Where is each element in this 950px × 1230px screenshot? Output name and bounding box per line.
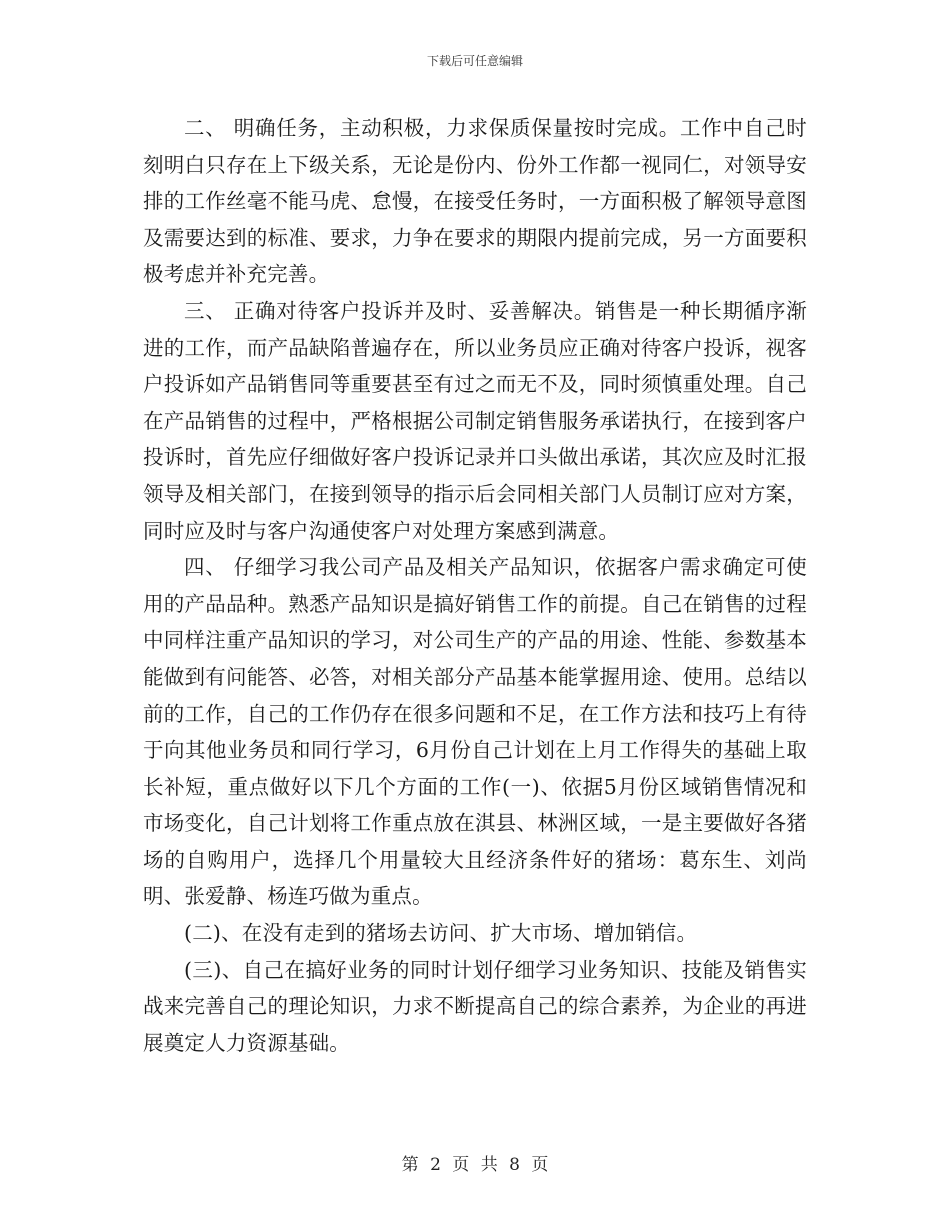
paragraph-product-knowledge: 四、 仔细学习我公司产品及相关产品知识，依据客户需求确定可使用的产品品种。熟悉产品知识是搞好销售工作的前提。自己在销售的过程中同样注重产品知识的学习，对公司生产的产品的用途、性能、参数基本能做到有问能答、必答，对相关部分产品基本能掌握用途、使用。总结以前的工作，自己的工作仍存在很多问题和不足，在工作方法和技巧上有待于向其他业务员和同行学习，6月份自己计划在上月工作得失的基础上取长补短，重点做好以下几个方面的工作(一)、依据5月份区域销售情况和市场变化，自己计划将工作重点放在淇县、林洲区域，一是主要做好各猪场的自购用户，选择几个用量较大且经济条件好的猪场：葛东生、刘尚明、张爱静、杨连巧做为重点。 — [143, 555, 807, 909]
paragraph-self-improvement: (三)、自己在搞好业务的同时计划仔细学习业务知识、技能及销售实战来完善自己的理论知识，力求不断提高自己的综合素养，为企业的再进展奠定人力资源基础。 — [143, 957, 807, 1055]
paragraph-market-expansion: (二)、在没有走到的猪场去访问、扩大市场、增加销信。 — [184, 921, 698, 946]
page-footer: 第 2 页 共 8 页 — [401, 1155, 549, 1175]
paragraph-task-completion: 二、 明确任务，主动积极，力求保质保量按时完成。工作中自己时刻明白只存在上下级关系，无论是份内、份外工作都一视同仁，对领导安排的工作丝毫不能马虎、怠慢，在接受任务时，一方面积极了解领导意图及需要达到的标准、要求，力争在要求的期限内提前完成，另一方面要积极考虑并补充完善。 — [143, 116, 807, 287]
paragraph-customer-complaints: 三、 正确对待客户投诉并及时、妥善解决。销售是一种长期循序渐进的工作，而产品缺陷普遍存在，所以业务员应正确对待客户投诉，视客户投诉如产品销售同等重要甚至有过之而无不及，同时须慎重处理。自己在产品销售的过程中，严格根据公司制定销售服务承诺执行，在接到客户投诉时，首先应仔细做好客户投诉记录并口头做出承诺，其次应及时汇报领导及相关部门，在接到领导的指示后会同相关部门人员制订应对方案，同时应及时与客户沟通使客户对处理方案感到满意。 — [143, 298, 807, 543]
page-header: 下载后可任意编辑 — [426, 54, 523, 68]
document-body — [143, 110, 807, 1061]
